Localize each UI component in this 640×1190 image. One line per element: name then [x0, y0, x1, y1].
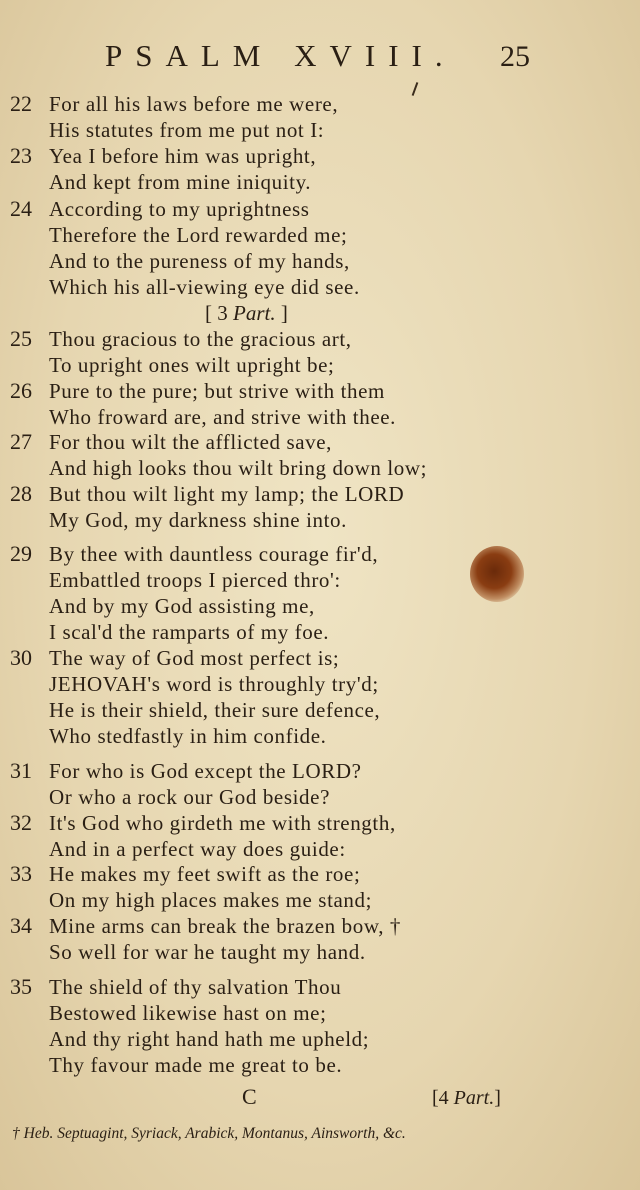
page-number: 25 [500, 40, 530, 73]
verse-line: So well for war he taught my hand. [49, 940, 366, 964]
verse-line: Which his all-viewing eye did see. [49, 275, 360, 299]
verse-line: And thy right hand hath me upheld; [49, 1027, 370, 1051]
verse-line: 25 Thou gracious to the gracious art, [10, 326, 352, 351]
verse-line: And in a perfect way does guide: [49, 837, 346, 861]
verse-line: He is their shield, their sure defence, [49, 698, 381, 722]
verse-line: 35 The shield of thy salvation Thou [10, 974, 342, 999]
verse-line: 28 But thou wilt light my lamp; the LORD [10, 481, 405, 506]
verse-line: Who stedfastly in him confide. [49, 724, 327, 748]
verse-line: My God, my darkness shine into. [49, 508, 347, 532]
verse-line: His statutes from me put not I: [49, 118, 325, 142]
running-title: PSALM XVIII. [105, 38, 456, 73]
verse-line: And high looks thou wilt bring down low; [49, 456, 428, 480]
verse-line: Or who a rock our God beside? [49, 785, 330, 809]
verse-line: 32 It's God who girdeth me with strength, [10, 810, 396, 835]
catchword: [4 Part.] [432, 1087, 501, 1109]
page-header [0, 38, 640, 78]
verse-line: Embattled troops I pierced thro': [49, 568, 341, 592]
verse-line: And to the pureness of my hands, [49, 249, 350, 273]
verse-line: And kept from mine iniquity. [49, 170, 312, 194]
verse-line: 30 The way of God most perfect is; [10, 645, 340, 670]
verse-line: I scal'd the ramparts of my foe. [49, 620, 330, 644]
verse-line: 22 For all his laws before me were, [10, 91, 339, 116]
verse-line: 26 Pure to the pure; but strive with them [10, 378, 385, 403]
verse-line: 33 He makes my feet swift as the roe; [10, 861, 361, 886]
verse-line: 29 By thee with dauntless courage fir'd, [10, 541, 379, 566]
verse-line: 27 For thou wilt the afflicted save, [10, 429, 333, 454]
verse-line: And by my God assisting me, [49, 594, 315, 618]
verse-line: JEHOVAH's word is throughly try'd; [49, 672, 379, 696]
verse-line: Therefore the Lord rewarded me; [49, 223, 348, 247]
signature-mark: C [242, 1084, 257, 1109]
footnote: † Heb. Septuagint, Syriack, Arabick, Montanus, Ainsworth, &c. [12, 1125, 406, 1142]
verse-line: 31 For who is God except the LORD? [10, 758, 362, 783]
verse-line: 23 Yea I before him was upright, [10, 143, 317, 168]
verse-line: 24 According to my uprightness [10, 196, 310, 221]
verse-line: 34 Mine arms can break the brazen bow, † [10, 913, 402, 938]
verse-line: On my high places makes me stand; [49, 888, 373, 912]
section-divider: [ 3 Part. ] [205, 301, 288, 325]
verse-line: Bestowed likewise hast on me; [49, 1001, 327, 1025]
verse-line: Who froward are, and strive with thee. [49, 405, 397, 429]
verse-line: Thy favour made me great to be. [49, 1053, 343, 1077]
verse-line: To upright ones wilt upright be; [49, 353, 335, 377]
